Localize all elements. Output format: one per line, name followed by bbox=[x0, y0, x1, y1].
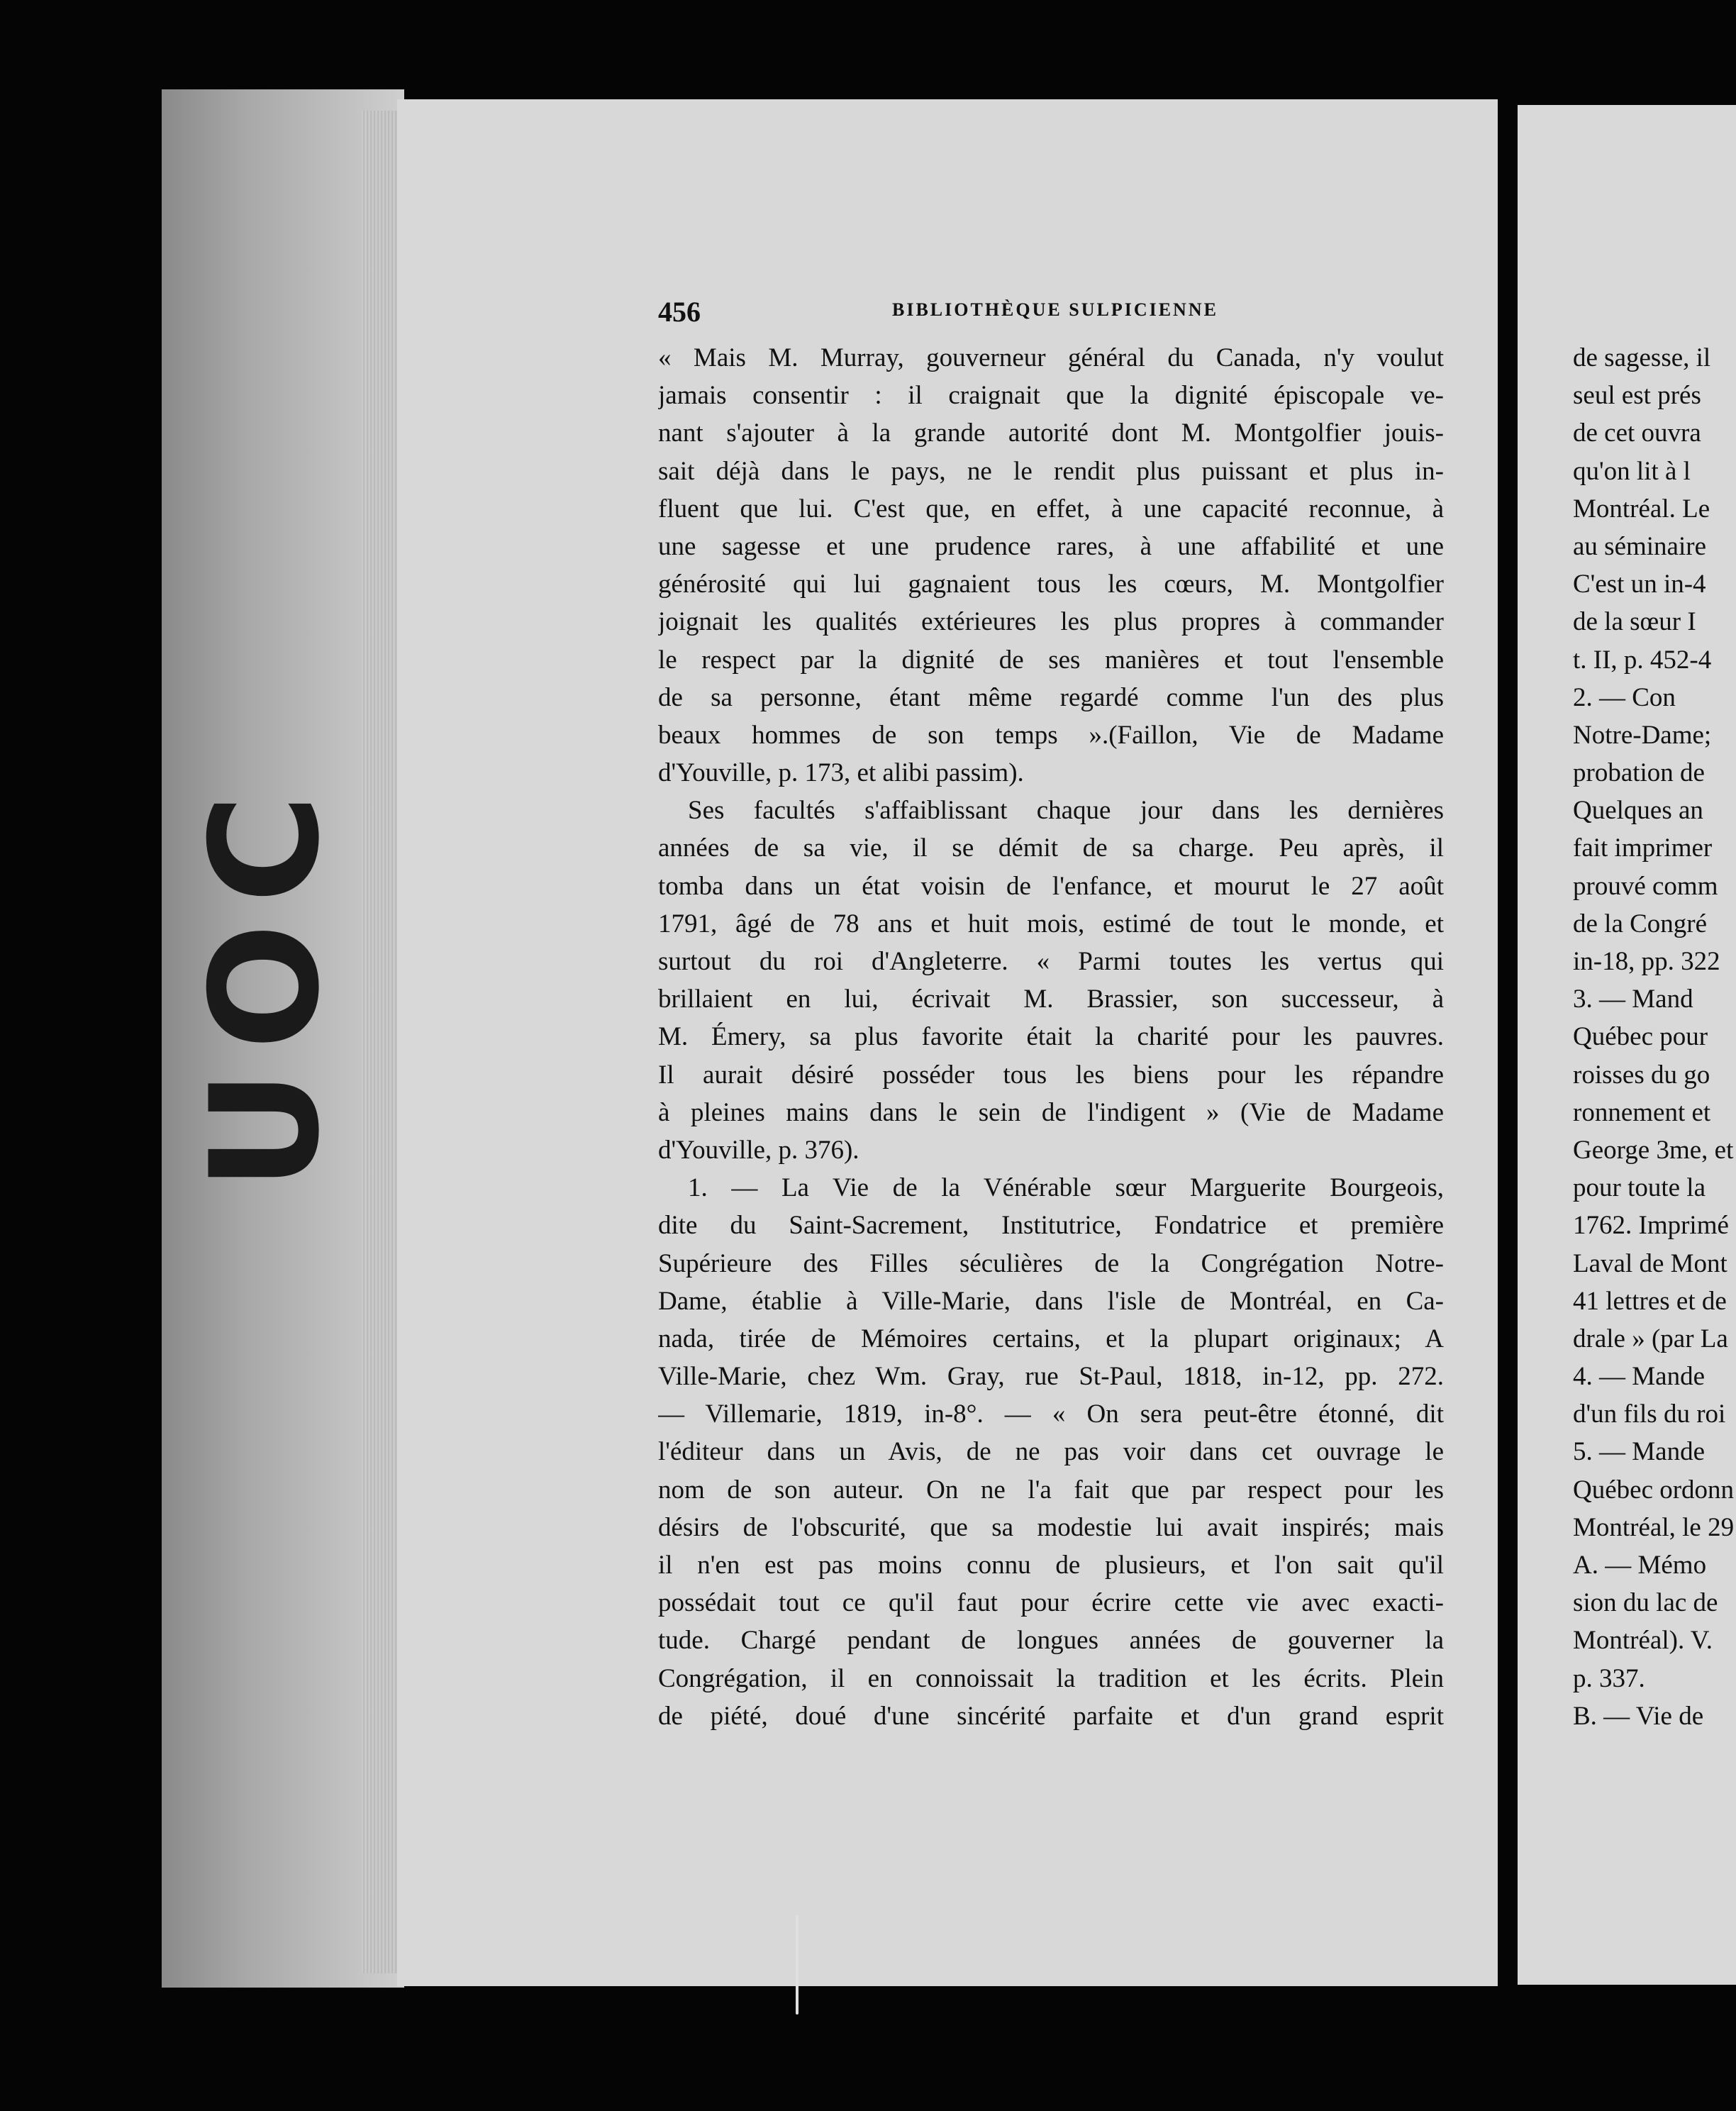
text-line: A. — Mémo bbox=[1573, 1551, 1707, 1580]
text-line: joignait les qualités extérieures les plus propres à commander bbox=[658, 607, 1444, 637]
text-line: seul est prés bbox=[1573, 381, 1701, 411]
text-line: Il aurait désiré posséder tous les biens pour les répandre bbox=[658, 1060, 1444, 1090]
text-line: 5. — Mande bbox=[1573, 1437, 1705, 1467]
text-line: Notre-Dame; bbox=[1573, 720, 1712, 750]
text-line: Dame, établie à Ville-Marie, dans l'isle de Montréal, en Ca- bbox=[658, 1286, 1444, 1316]
text-line: 2. — Con bbox=[1573, 682, 1676, 712]
text-line: in-18, pp. 322 bbox=[1573, 947, 1720, 976]
library-stamp-text: UOC bbox=[179, 774, 353, 1191]
text-line: Laval de Mont bbox=[1573, 1248, 1727, 1278]
book-gutter bbox=[1498, 99, 1519, 1986]
text-line: jamais consentir : il craignait que la dignité épiscopale ve- bbox=[658, 381, 1444, 411]
text-line: dite du Saint-Sacrement, Institutrice, Fondatrice et première bbox=[658, 1211, 1444, 1241]
text-line: désirs de l'obscurité, que sa modestie lui avait inspirés; mais bbox=[658, 1512, 1444, 1542]
text-line: au séminaire bbox=[1573, 531, 1706, 561]
text-line: de sa personne, étant même regardé comme l'un des plus bbox=[658, 682, 1444, 712]
page-header bbox=[658, 295, 1444, 328]
text-line: années de sa vie, il se démit de sa charge. Peu après, il bbox=[658, 833, 1444, 863]
text-line: de la Congré bbox=[1573, 909, 1708, 938]
text-line: d'Youville, p. 376). bbox=[658, 1135, 859, 1165]
text-line: 3. — Mand bbox=[1573, 985, 1693, 1014]
text-line: Québec pour bbox=[1573, 1022, 1708, 1052]
text-line: possédait tout ce qu'il faut pour écrire cette vie avec exacti- bbox=[658, 1588, 1444, 1618]
text-line: 1791, âgé de 78 ans et huit mois, estimé de tout le monde, et bbox=[658, 909, 1444, 938]
text-line: tomba dans un état voisin de l'enfance, et mourut le 27 août bbox=[658, 871, 1444, 901]
text-line: p. 337. bbox=[1573, 1663, 1645, 1693]
text-line: Québec ordonn bbox=[1573, 1475, 1735, 1505]
text-line: Ville-Marie, chez Wm. Gray, rue St-Paul, 1818, in-12, pp. 272. bbox=[658, 1362, 1444, 1392]
text-line: d'un fils du roi bbox=[1573, 1400, 1726, 1429]
film-scratch bbox=[796, 1915, 799, 2015]
text-line: à pleines mains dans le sein de l'indigent » (Vie de Madame bbox=[658, 1097, 1444, 1127]
text-line: Ses facultés s'affaiblissant chaque jour dans les dernières bbox=[688, 796, 1444, 826]
text-line: 41 lettres et de bbox=[1573, 1286, 1727, 1316]
text-line: qu'on lit à l bbox=[1573, 456, 1691, 486]
text-line: fait imprimer bbox=[1573, 833, 1713, 863]
text-line: beaux hommes de son temps ».(Faillon, Vie de Madame bbox=[658, 720, 1444, 750]
text-line: Congrégation, il en connoissait la tradition et les écrits. Plein bbox=[658, 1663, 1444, 1693]
page-number: 456 bbox=[658, 296, 701, 328]
text-line: nom de son auteur. On ne l'a fait que par respect pour les bbox=[658, 1475, 1444, 1505]
text-line: d'Youville, p. 173, et alibi passim). bbox=[658, 758, 1024, 788]
left-page-body bbox=[658, 339, 1444, 1735]
text-line: pour toute la bbox=[1573, 1173, 1706, 1203]
text-line: « Mais M. Murray, gouverneur général du Canada, n'y voulut bbox=[658, 343, 1444, 372]
text-line: une sagesse et une prudence rares, à une affabilité et une bbox=[658, 531, 1444, 561]
text-line: Quelques an bbox=[1573, 796, 1703, 826]
text-line: t. II, p. 452-4 bbox=[1573, 645, 1712, 675]
text-line: M. Émery, sa plus favorite était la charité pour les pauvres. bbox=[658, 1022, 1444, 1052]
text-line: l'éditeur dans un Avis, de ne pas voir dans cet ouvrage le bbox=[658, 1437, 1444, 1467]
text-line: de piété, doué d'une sincérité parfaite et d'un grand esprit bbox=[658, 1701, 1444, 1731]
text-line: — Villemarie, 1819, in-8°. — « On sera peut-être étonné, dit bbox=[658, 1400, 1444, 1429]
text-line: il n'en est pas moins connu de plusieurs, et l'on sait qu'il bbox=[658, 1551, 1444, 1580]
running-head: BIBLIOTHÈQUE SULPICIENNE bbox=[892, 299, 1218, 320]
text-line: 1762. Imprimé bbox=[1573, 1211, 1729, 1241]
text-line: tude. Chargé pendant de longues années de gouverner la bbox=[658, 1626, 1444, 1656]
text-line: de cet ouvra bbox=[1573, 419, 1701, 448]
text-line: surtout du roi d'Angleterre. « Parmi toutes les vertus qui bbox=[658, 947, 1444, 976]
text-line: ronnement et bbox=[1573, 1097, 1711, 1127]
text-line: 1. — La Vie de la Vénérable sœur Marguerite Bourgeois, bbox=[688, 1173, 1444, 1203]
text-line: sion du lac de bbox=[1573, 1588, 1718, 1618]
text-line: générosité qui lui gagnaient tous les cœurs, M. Montgolfier bbox=[658, 570, 1444, 599]
text-line: de sagesse, il bbox=[1573, 343, 1711, 372]
text-line: fluent que lui. C'est que, en effet, à une capacité reconnue, à bbox=[658, 494, 1444, 523]
text-line: nant s'ajouter à la grande autorité dont M. Montgolfier jouis- bbox=[658, 419, 1444, 448]
text-line: probation de bbox=[1573, 758, 1705, 788]
text-line: Montréal. Le bbox=[1573, 494, 1710, 523]
right-page-body bbox=[1573, 339, 1736, 1735]
text-line: sait déjà dans le pays, ne le rendit plus puissant et plus in- bbox=[658, 456, 1444, 486]
text-line: Supérieure des Filles séculières de la Congrégation Notre- bbox=[658, 1248, 1444, 1278]
text-line: George 3me, et bbox=[1573, 1135, 1734, 1165]
text-line: prouvé comm bbox=[1573, 871, 1718, 901]
text-line: C'est un in-4 bbox=[1573, 570, 1706, 599]
text-line: 4. — Mande bbox=[1573, 1362, 1705, 1392]
text-line: nada, tirée de Mémoires certains, et la plupart originaux; A bbox=[658, 1324, 1444, 1353]
text-line: Montréal, le 29 bbox=[1573, 1512, 1735, 1542]
text-line: drale » (par La bbox=[1573, 1324, 1728, 1353]
text-line: roisses du go bbox=[1573, 1060, 1710, 1090]
text-line: de la sœur I bbox=[1573, 607, 1696, 637]
text-line: B. — Vie de bbox=[1573, 1701, 1704, 1731]
text-line: Montréal). V. bbox=[1573, 1626, 1713, 1656]
text-line: le respect par la dignité de ses manières et tout l'ensemble bbox=[658, 645, 1444, 675]
library-stamp bbox=[179, 774, 353, 1191]
text-line: brillaient en lui, écrivait M. Brassier, son successeur, à bbox=[658, 985, 1444, 1014]
